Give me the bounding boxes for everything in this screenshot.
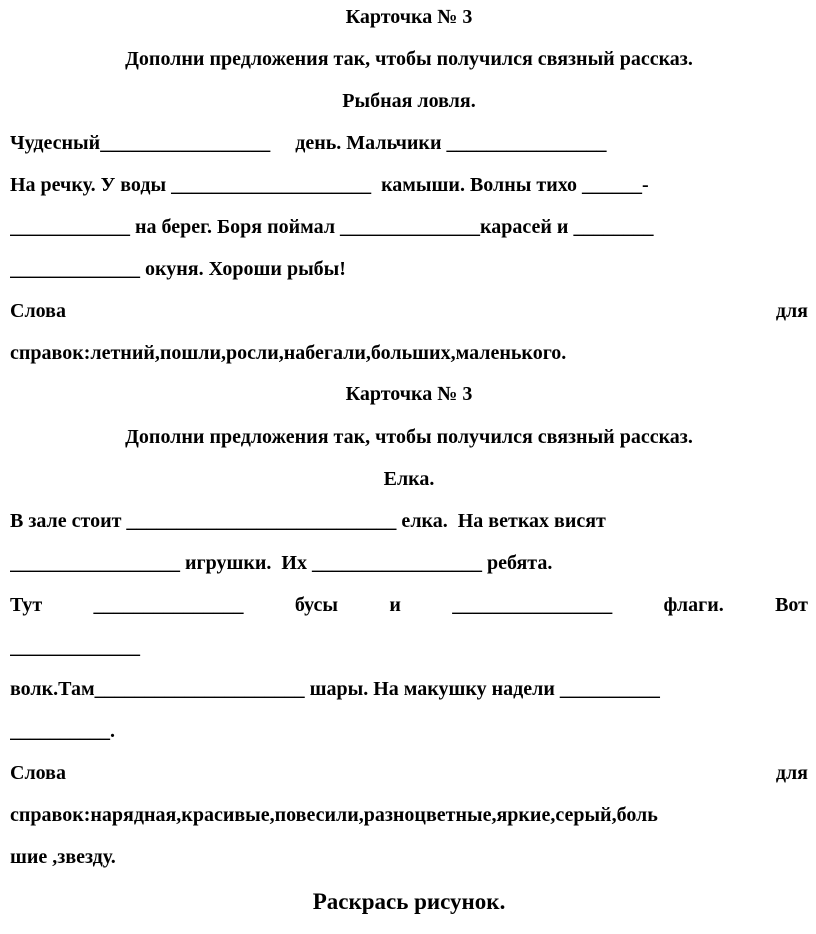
- card1-instruction: Дополни предложения так, чтобы получился связный рассказ.: [125, 48, 693, 70]
- card2-text-line-1: В зале стоит ___________________________ елка. На ветках висят: [10, 510, 606, 532]
- card2-story-title: Елка.: [383, 468, 435, 490]
- card1-hint-line-1: [10, 296, 808, 326]
- card2-line3-word: бусы: [294, 594, 338, 616]
- card1-text-line-3: ____________ на берег. Боря поймал ______________карасей и ________: [10, 216, 654, 238]
- card2-text-line-3: [10, 590, 808, 620]
- card2-text-line-2: _________________ игрушки. Их _________________ ребята.: [10, 552, 553, 574]
- card2-line3-word: Вот: [775, 594, 808, 616]
- card1-text-line-4: _____________ окуня. Хороши рыбы!: [10, 258, 346, 280]
- coloring-instruction: Раскрась рисунок.: [312, 889, 506, 914]
- card2-text-line-6: __________.: [10, 720, 115, 742]
- card2-line3-word: и: [389, 594, 401, 616]
- card2-text-line-5: волк.Там_____________________ шары. На макушку надели __________: [10, 678, 660, 700]
- card2-line3-blank: _______________: [93, 594, 244, 616]
- card2-hint-word-dlya: для: [775, 762, 808, 784]
- card1-hint-line-2: справок:летний,пошли,росли,набегали,больших,маленького.: [10, 342, 567, 364]
- card1-hint-word-dlya: для: [775, 300, 808, 322]
- card1-text-line-1: Чудесный_________________ день. Мальчики ________________: [10, 132, 607, 154]
- card2-hint-line-1: [10, 758, 808, 788]
- card2-hint-word-slova: Слова: [10, 762, 66, 784]
- card2-hint-line-3: шие ,звезду.: [10, 846, 116, 868]
- card2-title: Карточка № 3: [345, 383, 473, 405]
- card2-text-line-4: _____________: [10, 636, 140, 658]
- card2-line3-word: флаги.: [663, 594, 724, 616]
- card2-line3-blank: ________________: [452, 594, 613, 616]
- card2-line3-word: Тут: [10, 594, 43, 616]
- card2-instruction: Дополни предложения так, чтобы получился связный рассказ.: [125, 426, 693, 448]
- card2-hint-line-2: справок:нарядная,красивые,повесили,разноцветные,яркие,серый,боль: [10, 804, 658, 826]
- card1-title: Карточка № 3: [345, 6, 473, 28]
- card1-text-line-2: На речку. У воды ____________________ камыши. Волны тихо ______-: [10, 174, 649, 196]
- card1-story-title: Рыбная ловля.: [342, 90, 476, 112]
- card1-hint-word-slova: Слова: [10, 300, 66, 322]
